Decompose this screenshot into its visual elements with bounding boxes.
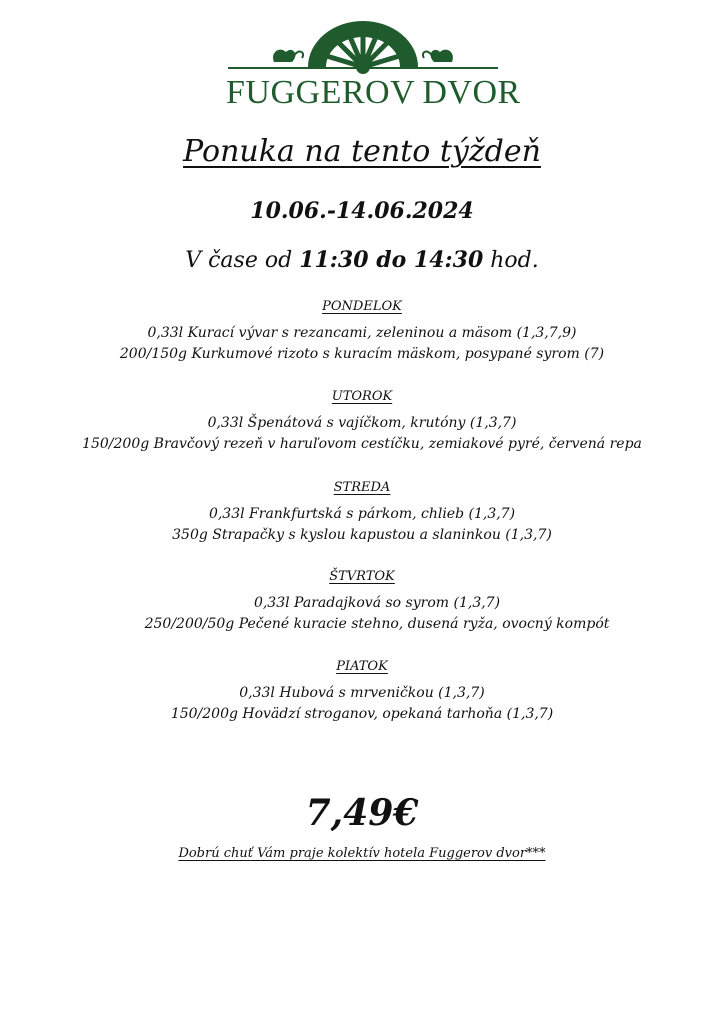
day-friday	[0, 659, 724, 725]
menu-item-main: 250/200/50g Pečené kuracie stehno, dusená ryža, ovocný kompót	[144, 616, 610, 632]
menu-item-soup: 0,33l Kurací vývar s rezancami, zeleninou a mäsom (1,3,7,9)	[147, 325, 577, 341]
title-text: Ponuka na tento týždeň	[183, 134, 541, 169]
menu-item-main: 150/200g Bravčový rezeň v haruľovom cestíčku, zemiakové pyré, červená repa	[82, 436, 642, 452]
page-title	[0, 134, 724, 169]
brand-first-word: FUGGEROV	[226, 74, 416, 111]
menu-item-soup: 0,33l Hubová s mrveničkou (1,3,7)	[239, 685, 485, 701]
day-tuesday	[0, 389, 724, 455]
footer-text: Dobrú chuť Vám praje kolektív hotela Fuggerov dvor***	[178, 846, 546, 861]
menu-item-main: 150/200g Hovädzí stroganov, opekaná tarhoňa (1,3,7)	[170, 706, 554, 722]
menu-item-main: 350g Strapačky s kyslou kapustou a slaninkou (1,3,7)	[172, 527, 552, 543]
serving-hours	[0, 247, 724, 273]
day-name: PIATOK	[336, 659, 388, 674]
brand-name	[226, 74, 521, 112]
day-name: PONDELOK	[322, 299, 402, 314]
day-wednesday	[0, 480, 724, 546]
day-name: ŠTVRTOK	[329, 569, 395, 584]
day-name: STREDA	[333, 480, 391, 495]
week-dates: 10.06.-14.06.2024	[250, 198, 474, 224]
day-thursday	[0, 569, 724, 635]
hours-prefix: V čase od	[185, 248, 300, 273]
day-name: UTOROK	[331, 389, 393, 404]
logo	[226, 18, 521, 111]
hours-suffix: hod.	[483, 248, 539, 273]
menu-item-soup: 0,33l Paradajková so syrom (1,3,7)	[253, 595, 501, 611]
hours-range: 11:30 do 14:30	[299, 247, 484, 273]
menu-item-main: 200/150g Kurkumové rizoto s kuracím mäskom, posypané syrom (7)	[119, 346, 605, 362]
day-monday	[0, 299, 724, 365]
menu-item-soup: 0,33l Frankfurtská s párkom, chlieb (1,3,7)	[208, 506, 516, 522]
footer-note	[0, 846, 724, 861]
wheel-logo-icon	[226, 18, 500, 78]
menu-price: 7,49€	[305, 792, 419, 834]
brand-second-word: DVOR	[422, 74, 521, 111]
menu-item-soup: 0,33l Špenátová s vajíčkom, krutóny (1,3,7)	[207, 415, 517, 431]
